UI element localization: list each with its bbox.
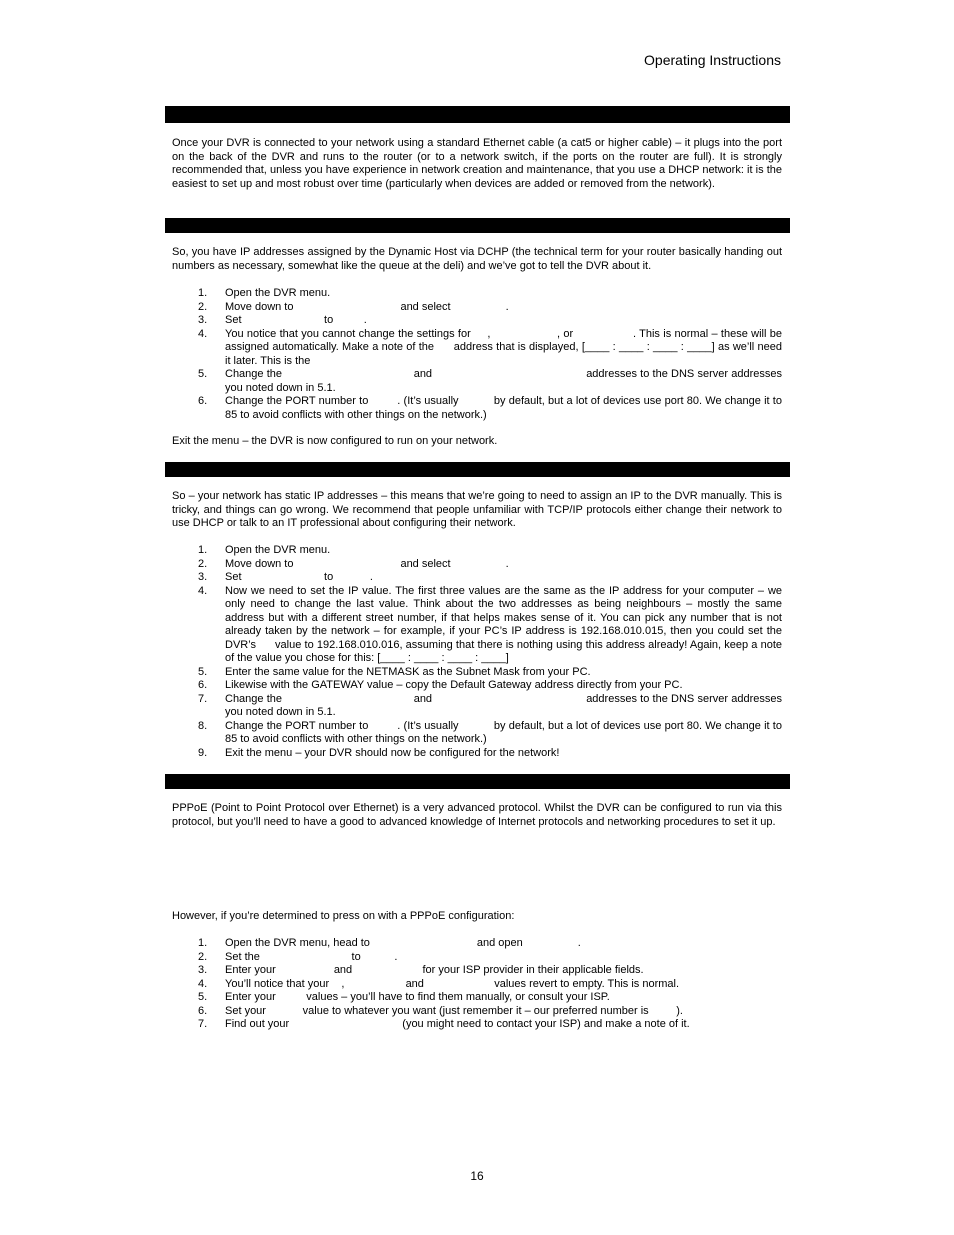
list-item-text: Set the to . [225, 950, 398, 963]
section-bar-dhcp [165, 218, 790, 233]
list-item-number: 5. [198, 368, 208, 380]
list-item-text: Set to . [225, 314, 367, 326]
list-item [172, 1005, 782, 1019]
list-item [172, 747, 782, 761]
list-item [172, 991, 782, 1005]
list-item [172, 395, 786, 422]
list-item [172, 558, 782, 572]
list-item-number: 7. [198, 1018, 208, 1030]
list-item-text: Set to . [225, 571, 373, 583]
list-item-text: You notice that you cannot change the settings for , , or . This is normal – these will be assigned automatically. Make a note of the address that is displayed, [____ : ____ : ____ : ____] as we’ll need it later. This is the [225, 327, 786, 367]
list-item-number: 4. [198, 584, 208, 597]
list-item-number: 1. [198, 937, 208, 949]
list-item [172, 937, 782, 951]
dhcp-exit: Exit the menu – the DVR is now configured to run on your network. [172, 435, 498, 447]
list-item-number: 7. [198, 692, 208, 705]
dhcp-steps-list [172, 287, 786, 422]
list-item-text: Likewise with the GATEWAY value – copy the Default Gateway address directly from your PC. [225, 679, 683, 691]
list-item [172, 327, 786, 369]
list-item-number: 9. [198, 746, 208, 759]
list-item-number: 8. [198, 719, 208, 732]
section-bar-static-ip [165, 462, 790, 477]
list-item-text: Enter the same value for the NETMASK as the Subnet Mask from your PC. [225, 665, 591, 678]
list-item [172, 301, 782, 315]
list-item-text: Find out your (you might need to contact your ISP) and make a note of it. [225, 1018, 690, 1030]
list-item [172, 719, 786, 747]
list-item-text: Change the PORT number to . (It’s usually by default, but a lot of devices use port 80. We change it to 85 to avoid conflicts with other things on the network.) [225, 719, 786, 745]
list-item-number: 1. [198, 544, 208, 556]
static-steps-list [172, 544, 786, 760]
list-item-text: Open the DVR menu, head to and open . [225, 937, 581, 949]
static-intro: So – your network has static IP addresses – this means that we’re going to need to assign an IP to the DVR manually. This is tricky, and things can go wrong. We recommend that people unfamiliar with TCP/IP protocols either change their network to use DHCP or talk to an IT professional about configuring their network. [172, 490, 782, 529]
section-bar-network-setup [165, 106, 790, 123]
list-item-text: Open the DVR menu. [225, 544, 331, 556]
list-item [172, 666, 782, 680]
list-item-text: Now we need to set the IP value. The first three values are the same as the IP address for your computer – we only need to change the last value. Think about the two addresses as being neighbours – mostly the same address but with a different street number, if that helps makes sense of it. You can pick any number that is not already taken by the network – for example, if your PC’s IP address is 192.168.010.015, then you could set the DVR’s value to 192.168.010.016, assuming that there is nothing using this address already! Again, keep a note of the value you chose for this: [____ : ____ : ____ : ____] [225, 584, 786, 664]
list-item-text: Change the and addresses to the DNS server addresses you noted down in 5.1. [225, 368, 786, 394]
section-bar-pppoe [165, 774, 790, 789]
running-header: Operating Instructions [644, 52, 781, 68]
list-item-number: 5. [198, 991, 208, 1003]
intro-paragraph: Once your DVR is connected to your network using a standard Ethernet cable (a cat5 or higher cable) – it plugs into the port on the back of the DVR and runs to the router (or to a network switch, if the ports on the router are full). It is strongly recommended that, unless you have experience in network creation and maintenance, that you use a DHCP network: it is the easiest to set up and most robust over time (particularly when devices are added or removed from the network). [172, 137, 782, 190]
list-item-number: 2. [198, 557, 208, 570]
list-item [172, 1018, 782, 1032]
list-item-number: 3. [198, 314, 208, 326]
dhcp-intro: So, you have IP addresses assigned by the Dynamic Host via DCHP (the technical term for your router basically handing out numbers as necessary, somewhat like the queue at the deli) and we’ve got to tell the DVR about it. [172, 246, 782, 272]
list-item [172, 584, 786, 666]
list-item-number: 4. [198, 977, 208, 990]
list-item-number: 6. [198, 1004, 208, 1017]
pppoe-however: However, if you’re determined to press on with a PPPoE configuration: [172, 910, 515, 922]
list-item [172, 544, 782, 558]
page-number: 16 [470, 1169, 484, 1183]
list-item-text: You’ll notice that your , and values revert to empty. This is normal. [225, 977, 680, 990]
list-item-number: 2. [198, 950, 208, 963]
list-item-text: Change the and addresses to the DNS server addresses you noted down in 5.1. [225, 692, 786, 718]
list-item-text: Enter your and for your ISP provider in their applicable fields. [225, 964, 644, 976]
list-item-text: Move down to and select . [225, 300, 509, 313]
list-item [172, 951, 782, 965]
list-item-number: 1. [198, 287, 208, 299]
list-item-text: Move down to and select . [225, 557, 509, 570]
list-item [172, 368, 786, 395]
list-item-number: 2. [198, 300, 208, 313]
list-item-number: 6. [198, 395, 208, 407]
list-item [172, 287, 782, 301]
list-item [172, 692, 786, 720]
list-item-number: 3. [198, 964, 208, 976]
list-item [172, 978, 782, 992]
pppoe-steps-list [172, 937, 782, 1032]
list-item-text: Enter your values – you’ll have to find them manually, or consult your ISP. [225, 991, 610, 1003]
list-item [172, 679, 782, 693]
list-item-text: Exit the menu – your DVR should now be configured for the network! [225, 746, 560, 759]
list-item-text: Change the PORT number to . (It’s usually by default, but a lot of devices use port 80. We change it to 85 to avoid conflicts with other things on the network.) [225, 395, 786, 421]
list-item [172, 314, 782, 328]
list-item-number: 6. [198, 679, 208, 691]
list-item-text: Open the DVR menu. [225, 287, 331, 299]
list-item [172, 571, 782, 585]
list-item [172, 964, 782, 978]
list-item-number: 4. [198, 327, 208, 340]
list-item-text: Set your value to whatever you want (just remember it – our preferred number is ). [225, 1004, 683, 1017]
list-item-number: 3. [198, 571, 208, 583]
list-item-number: 5. [198, 665, 208, 678]
pppoe-intro: PPPoE (Point to Point Protocol over Ethernet) is a very advanced protocol. Whilst the DVR can be configured to run via this protocol, but you’ll need to have a good to advanced knowledge of Internet protocols and networking procedures to set it up. [172, 802, 782, 828]
